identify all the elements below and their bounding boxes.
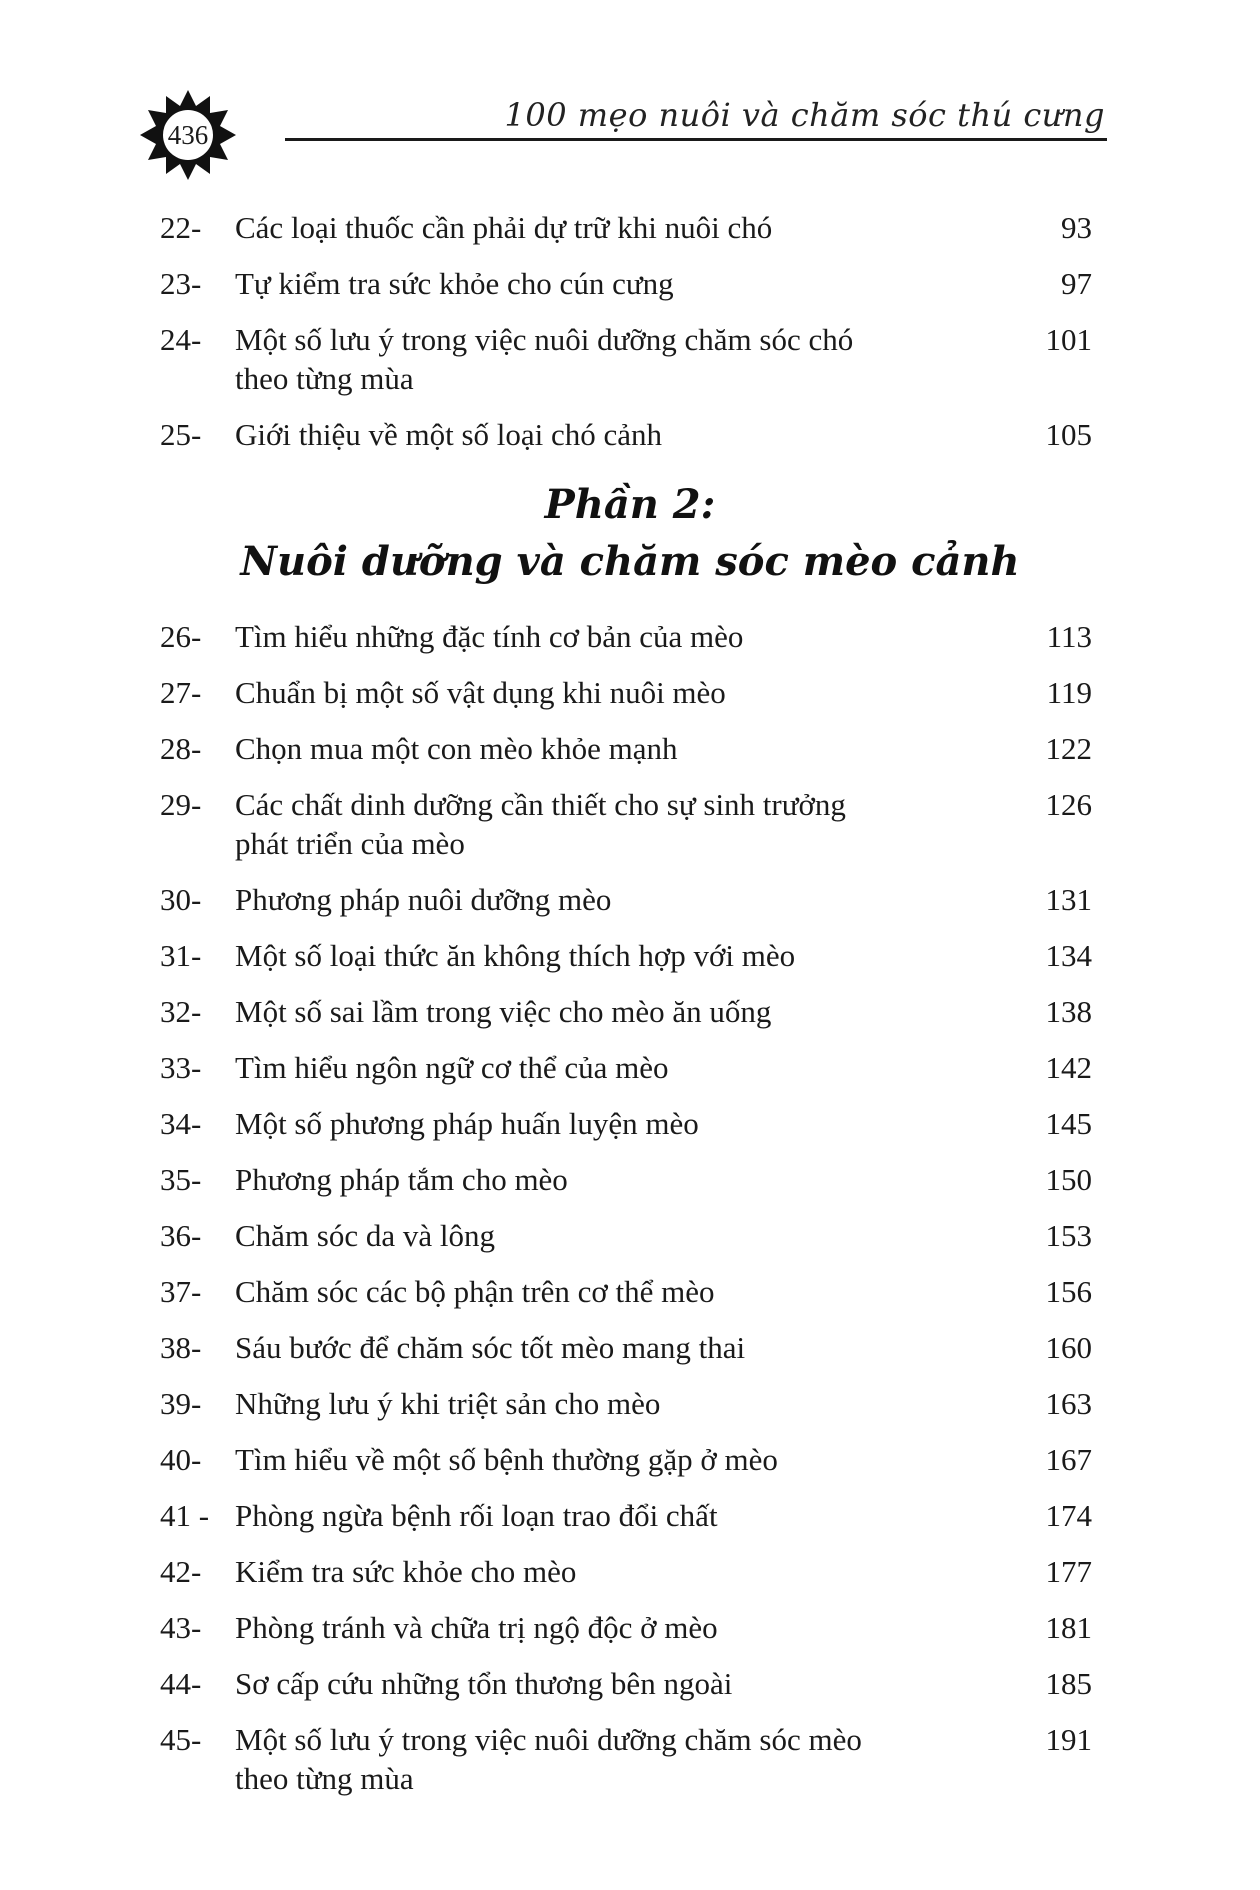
- toc-entry-page: 191: [1045, 1722, 1092, 1757]
- toc-entry-page: 181: [1045, 1610, 1092, 1645]
- toc-entry-title: Tìm hiểu ngôn ngữ cơ thể của mèo: [235, 1050, 669, 1085]
- toc-entry: [0, 1048, 1260, 1104]
- toc-entry-page: 177: [1045, 1554, 1092, 1589]
- toc-list-part1: [0, 208, 1260, 471]
- toc-entry-number: 24-: [160, 322, 202, 357]
- toc-entry-number: 43-: [160, 1610, 202, 1645]
- running-title: 100 mẹo nuôi và chăm sóc thú cưng: [504, 96, 1105, 134]
- toc-entry-number: 32-: [160, 994, 202, 1029]
- toc-entry: [0, 264, 1260, 320]
- toc-entry-title: Một số lưu ý trong việc nuôi dưỡng chăm sóc mèo theo từng mùa: [235, 1722, 862, 1796]
- toc-entry-page: 138: [1045, 994, 1092, 1029]
- toc-entry: [0, 1160, 1260, 1216]
- section-heading: [0, 471, 1260, 617]
- toc-entry: [0, 208, 1260, 264]
- toc-list-part2: [0, 617, 1260, 1815]
- toc-entry-title: Tìm hiểu về một số bệnh thường gặp ở mèo: [235, 1442, 778, 1477]
- toc-entry: [0, 1440, 1260, 1496]
- toc-entry: [0, 1608, 1260, 1664]
- toc-entry-title: Phương pháp tắm cho mèo: [235, 1162, 568, 1197]
- toc-entry-page: 113: [1046, 619, 1092, 654]
- toc-entry-page: 167: [1045, 1442, 1092, 1477]
- toc-entry-title: Chọn mua một con mèo khỏe mạnh: [235, 731, 678, 766]
- toc-entry-title: Sơ cấp cứu những tổn thương bên ngoài: [235, 1666, 733, 1701]
- toc-entry-title: Chuẩn bị một số vật dụng khi nuôi mèo: [235, 675, 726, 710]
- toc-entry: [0, 936, 1260, 992]
- toc-entry-number: 23-: [160, 266, 202, 301]
- toc-entry-page: 174: [1045, 1498, 1092, 1533]
- toc-entry-number: 38-: [160, 1330, 202, 1365]
- toc-entry-title: Các chất dinh dưỡng cần thiết cho sự sinh trưởng phát triển của mèo: [235, 787, 846, 861]
- toc-entry-number: 41 -: [160, 1498, 210, 1533]
- toc-entry-page: 142: [1045, 1050, 1092, 1085]
- toc-entry-page: 153: [1045, 1218, 1092, 1253]
- toc-entry-number: 45-: [160, 1722, 202, 1757]
- toc-entry: [0, 1384, 1260, 1440]
- toc-entry-page: 156: [1045, 1274, 1092, 1309]
- page-header: [0, 0, 1260, 170]
- toc-entry: [0, 1496, 1260, 1552]
- toc-entry-number: 44-: [160, 1666, 202, 1701]
- toc-entry-number: 30-: [160, 882, 202, 917]
- toc-entry-page: 119: [1046, 675, 1092, 710]
- toc-entry-number: 36-: [160, 1218, 202, 1253]
- toc-entry-number: 42-: [160, 1554, 202, 1589]
- page-number-badge: [140, 90, 236, 180]
- toc-entry-title: Kiểm tra sức khỏe cho mèo: [235, 1554, 577, 1589]
- toc-entry-title: Các loại thuốc cần phải dự trữ khi nuôi chó: [235, 210, 773, 245]
- toc-entry: [0, 992, 1260, 1048]
- toc-entry-title: Những lưu ý khi triệt sản cho mèo: [235, 1386, 661, 1421]
- toc-entry: [0, 673, 1260, 729]
- toc-entry-title: Tìm hiểu những đặc tính cơ bản của mèo: [235, 619, 744, 654]
- toc-entry: [0, 1216, 1260, 1272]
- toc-entry-title: Chăm sóc da và lông: [235, 1218, 496, 1253]
- toc-entry-number: 39-: [160, 1386, 202, 1421]
- toc-entry-number: 25-: [160, 417, 202, 452]
- toc-entry-title: Một số lưu ý trong việc nuôi dưỡng chăm sóc chó theo từng mùa: [235, 322, 854, 396]
- toc-entry-number: 37-: [160, 1274, 202, 1309]
- toc-entry-title: Tự kiểm tra sức khỏe cho cún cưng: [235, 266, 674, 301]
- toc-entry-number: 33-: [160, 1050, 202, 1085]
- toc-entry-title: Phương pháp nuôi dưỡng mèo: [235, 882, 612, 917]
- toc-entry: [0, 785, 1260, 880]
- toc-entry-number: 28-: [160, 731, 202, 766]
- toc-entry-title: Phòng ngừa bệnh rối loạn trao đổi chất: [235, 1498, 718, 1533]
- toc-entry-number: 34-: [160, 1106, 202, 1141]
- toc-entry-number: 40-: [160, 1442, 202, 1477]
- toc-entry-page: 160: [1045, 1330, 1092, 1365]
- toc-entry: [0, 729, 1260, 785]
- toc-entry-page: 105: [1045, 417, 1092, 452]
- toc-entry-title: Một số phương pháp huấn luyện mèo: [235, 1106, 699, 1141]
- toc-entry-page: 97: [1061, 266, 1092, 301]
- toc-entry-page: 145: [1045, 1106, 1092, 1141]
- toc-entry-page: 185: [1045, 1666, 1092, 1701]
- toc-entry-number: 27-: [160, 675, 202, 710]
- toc-entry: [0, 415, 1260, 471]
- toc-entry-title: Giới thiệu về một số loại chó cảnh: [235, 417, 663, 452]
- toc-entry-number: 31-: [160, 938, 202, 973]
- toc-entry-number: 35-: [160, 1162, 202, 1197]
- header-rule: [285, 138, 1107, 141]
- toc-entry-page: 122: [1045, 731, 1092, 766]
- toc-entry: [0, 1104, 1260, 1160]
- toc-entry-title: Một số loại thức ăn không thích hợp với mèo: [235, 938, 796, 973]
- toc-entry: [0, 1664, 1260, 1720]
- table-of-contents: [0, 208, 1260, 1815]
- toc-entry: [0, 617, 1260, 673]
- toc-entry: [0, 880, 1260, 936]
- toc-entry-title: Phòng tránh và chữa trị ngộ độc ở mèo: [235, 1610, 718, 1645]
- toc-entry-page: 163: [1045, 1386, 1092, 1421]
- toc-entry-page: 101: [1045, 322, 1092, 357]
- toc-entry-title: Sáu bước để chăm sóc tốt mèo mang thai: [235, 1330, 746, 1365]
- toc-entry-page: 126: [1045, 787, 1092, 822]
- toc-entry-number: 29-: [160, 787, 202, 822]
- page-number: 436: [167, 120, 209, 150]
- section-title: Nuôi dưỡng và chăm sóc mèo cảnh: [240, 538, 1020, 585]
- toc-entry: [0, 1552, 1260, 1608]
- toc-entry-page: 150: [1045, 1162, 1092, 1197]
- toc-entry: [0, 320, 1260, 415]
- toc-entry-page: 131: [1045, 882, 1092, 917]
- toc-entry-title: Chăm sóc các bộ phận trên cơ thể mèo: [235, 1274, 715, 1309]
- toc-entry-number: 26-: [160, 619, 202, 654]
- toc-entry: [0, 1272, 1260, 1328]
- toc-entry-title: Một số sai lầm trong việc cho mèo ăn uống: [235, 994, 772, 1029]
- toc-entry-page: 134: [1045, 938, 1092, 973]
- toc-entry: [0, 1328, 1260, 1384]
- toc-entry-number: 22-: [160, 210, 202, 245]
- section-label: Phần 2:: [544, 481, 716, 528]
- toc-entry-page: 93: [1061, 210, 1092, 245]
- toc-entry: [0, 1720, 1260, 1815]
